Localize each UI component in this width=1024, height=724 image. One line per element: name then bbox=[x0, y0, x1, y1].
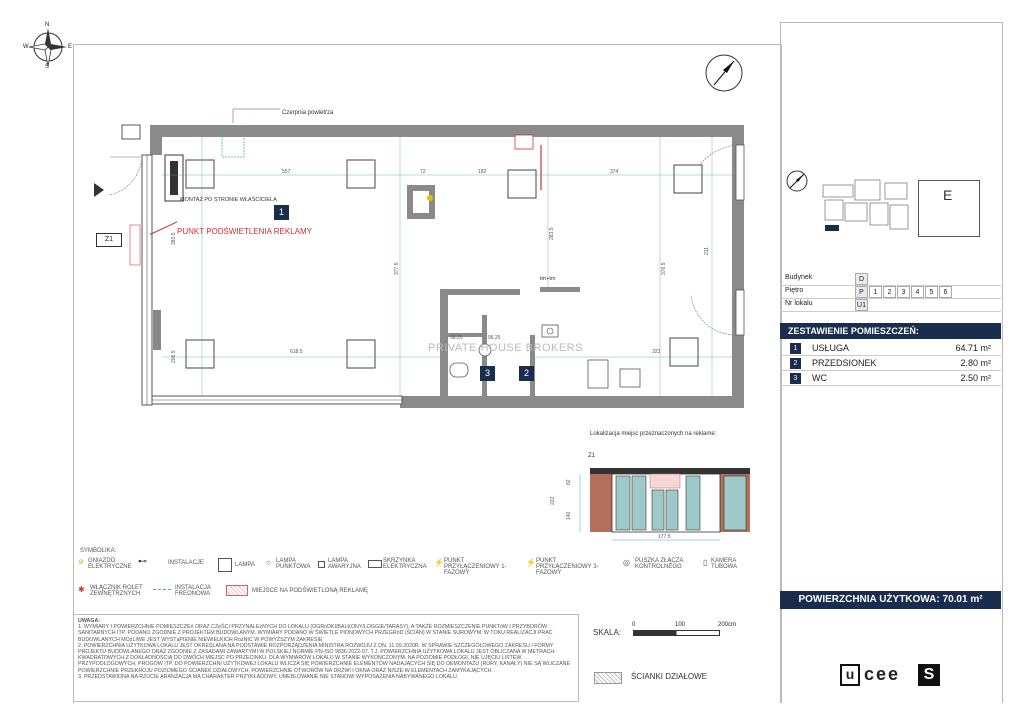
building-letter: E bbox=[943, 187, 953, 203]
lamp-icon bbox=[218, 558, 232, 572]
scale-bar bbox=[633, 630, 720, 636]
note-2: 2. POWIERZCHNIA UŻYTKOWA LOKALU JEST OKREŚLANA NA PODSTAWIE ROZPORZĄDZENIA MINISTRA ROZWOJU Z DN. 11.09.2020R. W SPRAWIE SZCZEGÓŁOWEGO ZAKRESU I FORMY PROJEKTU BUDOWLANEGO ORAZ ZGODNIE Z ZASADAMI ZAWARTYMI W POLSKIEJ NORMIE PN-ISO 9836:2022-07. T.J. POWIERZCHNIA UŻYTKOWA LOKALU JEST OBLICZANA W METRACH KWADRATOWYCH Z DOKŁADNOŚCIĄ DO DWÓCH MIEJSC PO PRZECINKU, DLA WYMIARÓW LOKALU W STANIE WYKOŃCZONYM, NA POZIOMIE PODŁOGI, NIE UJĘCIU LISTEW PRZYPODŁOGOWYCH, PROGÓW ITP. DO POWIERZCHNI UŻYTKOWEJ LOKALU WLICZA SIĘ POWIERZCHNIE ELEMENTÓW NADAJĄCYCH SIĘ DO DEMONTAŻU (RURY, KANAŁY) NIE SĄ WLICZANE POWIERZCHNIE PRZEKROJU POZIOMEGO ŚCIANEK DZIAŁOWYCH, POWIERZCHNIE OTWORÓW NA DRZWI I OKNA ORAZ NISZE W ELEMENTACH ZAMYKAJĄCYCH. bbox=[78, 642, 570, 674]
control-box-icon: ◎ bbox=[623, 558, 630, 567]
note-1: 1. WYMIARY I POWIERZCHNIE POMIESZCZEń ORAZ CZęŚCI PRZYNALEżNYCH DO LOKALU (OGRóDKI/BALKONY/LOGGIE/TARASY), A TAKŻE ROZMIESZCZENIE PUNKTóW I PRZYBORÓW SANITARNYCH ITP. PODANO ZGODNIE Z PROJEKTEM BUDOWLANYM. WYMIARY PODANO W ŚWIETLE PIONOWYCH PRZEGRóD (ŚCIAN) W STANIE SUROWYM. W TOKU REALIZACJI PRAC BUDOWLANYCH MOżLIWE JEST WYSTąPIENIE NIEWIELKICH RóżNIC W POWYŻSZYM ZAKRESIE bbox=[78, 624, 553, 643]
dim-618: 618.5 bbox=[290, 349, 303, 355]
dim-96: 96.25 bbox=[488, 335, 501, 341]
ad-dim-h2: 82 bbox=[566, 479, 572, 485]
dim-376: 376.5 bbox=[661, 262, 667, 275]
ad-section-tag: Z1 bbox=[588, 453, 596, 459]
tm-label: tm+tm bbox=[540, 276, 556, 282]
dim-180: 211 bbox=[704, 247, 710, 255]
ad-elevation bbox=[540, 460, 760, 550]
scale-t2: 200cm bbox=[718, 622, 737, 628]
info-row-unit: Nr lokalu U1 bbox=[780, 299, 1001, 312]
dim-323: 323 bbox=[652, 349, 661, 355]
compass-n: N bbox=[45, 22, 50, 28]
partitions-icon bbox=[594, 672, 622, 684]
dim-377: 377.5 bbox=[394, 262, 400, 275]
ad-dim-h1: 222 bbox=[550, 496, 556, 505]
logo-s: S bbox=[918, 664, 940, 686]
symbols-row-2: ✱ WŁĄCZNIK ROLET ZEWNĘTRZNYCH INSTALACJA FREONOWA MIEJSCE NA PODŚWIETLONĄ REKLAMĘ bbox=[78, 585, 369, 597]
info-row-floor: Piętro P 1 2 3 4 5 6 bbox=[780, 286, 1001, 299]
dim-72: 72 bbox=[420, 169, 426, 175]
dim-557: 557 bbox=[282, 169, 291, 175]
room-row: 3 WC 2.50 m² bbox=[780, 372, 1001, 386]
ad-section-title: Lokalizacja miejsc przeznaczonych na reklame: bbox=[590, 431, 717, 437]
dim-374: 374 bbox=[610, 169, 619, 175]
room-3-badge: 3 bbox=[480, 366, 495, 381]
one-phase-icon: ⚡ bbox=[434, 558, 444, 567]
notes-box bbox=[73, 614, 579, 702]
camera-icon: ▯ bbox=[703, 558, 708, 567]
dim-383: 383.5 bbox=[171, 232, 177, 245]
dim-283: 283.5 bbox=[549, 227, 555, 240]
logo-u: u bbox=[840, 664, 860, 686]
scale-t0: 0 bbox=[632, 622, 636, 628]
electric-box-icon bbox=[368, 560, 382, 568]
rooms-title: ZESTAWIENIE POMIESZCZEŃ: bbox=[780, 323, 1001, 339]
compass-e: E bbox=[68, 44, 73, 50]
dim-58: 58.25 bbox=[450, 335, 463, 341]
socket-icon: ⊘ bbox=[78, 559, 84, 566]
tag-z1: Z1 bbox=[96, 233, 122, 247]
building-e-box bbox=[918, 180, 980, 237]
compass-s: S bbox=[45, 64, 50, 70]
partitions-label: ŚCIANKI DZIAŁOWE bbox=[631, 672, 708, 681]
compass-rose bbox=[25, 24, 71, 70]
logo-mid: cee bbox=[864, 664, 901, 684]
pipe-icon: ⊷ bbox=[138, 556, 147, 566]
scale-label: SKALA: bbox=[593, 628, 622, 637]
room-row: 1 USŁUGA 64.71 m² bbox=[780, 342, 1001, 356]
three-phase-icon: ⚡ bbox=[526, 558, 536, 567]
room-row: 2 PRZEDSIONEK 2.80 m² bbox=[780, 357, 1001, 371]
mount-note: MONTAŻ PO STRONIE WŁAŚCICIELA bbox=[180, 197, 277, 203]
ad-dim-width: 177.5 bbox=[658, 534, 671, 540]
notes-title: UWAGA: bbox=[78, 618, 101, 624]
floor-plan bbox=[90, 105, 770, 435]
blinds-switch-icon: ✱ bbox=[78, 585, 85, 594]
north-arrow-icon bbox=[704, 53, 744, 93]
spot-lamp-icon: ○ bbox=[266, 558, 271, 567]
symbols-row-1: ⊘ GNIAZDO ELEKTRYCZNE ⊷ INSTALACJE LAMPA ○ LAMPA PUNKTOWA LAMPA AWARYJNA SKRZYNKA ELEKTRYCZNA ⚡ PUNKT PRZYŁĄCZENIOWY 1-FAZOWY ⚡ PUNKT PRZYŁĄCZENIOWY 3-FAZOWY ◎ PUSZKA ZŁĄCZA KONTROLNEGO ▯ KAMERA TUBOWA bbox=[78, 556, 738, 576]
ad-place-icon bbox=[226, 585, 248, 596]
emergency-lamp-icon bbox=[318, 561, 325, 568]
ad-point-label: PUNKT PODŚWIETLENIA REKLAMY bbox=[177, 227, 312, 236]
dim-206: 206.5 bbox=[171, 350, 177, 363]
freon-line-icon bbox=[153, 589, 171, 590]
room-1-badge: 1 bbox=[274, 205, 289, 220]
site-plan bbox=[815, 175, 915, 235]
air-intake-label: Czerpnia powietrza bbox=[282, 110, 334, 116]
total-area: POWIERZCHNIA UŻYTKOWA: 70.01 m² bbox=[780, 591, 1001, 609]
site-compass-icon bbox=[786, 170, 808, 192]
watermark: PRIVATE HOUSE BROKERS bbox=[428, 342, 583, 354]
compass-w: W bbox=[23, 44, 29, 50]
symbols-title: SYMBOLIKA: bbox=[80, 548, 117, 554]
info-table bbox=[780, 273, 1001, 311]
room-2-badge: 2 bbox=[519, 366, 534, 381]
scale-t1: 100 bbox=[675, 622, 686, 628]
info-row-building: Budynek D bbox=[780, 273, 1001, 286]
ad-dim-h3: 140 bbox=[566, 511, 572, 520]
dim-182: 182 bbox=[478, 169, 487, 175]
note-3: 3. PRZEDSTAWIONA NA RZUCIE ARANŻACJA MA CHARAKTER PRZYKŁADOWY, UMEBLOWANIE NIE STANOWI WYPOSAŻENIA NABYWANEGO LOKALU. bbox=[78, 673, 459, 680]
